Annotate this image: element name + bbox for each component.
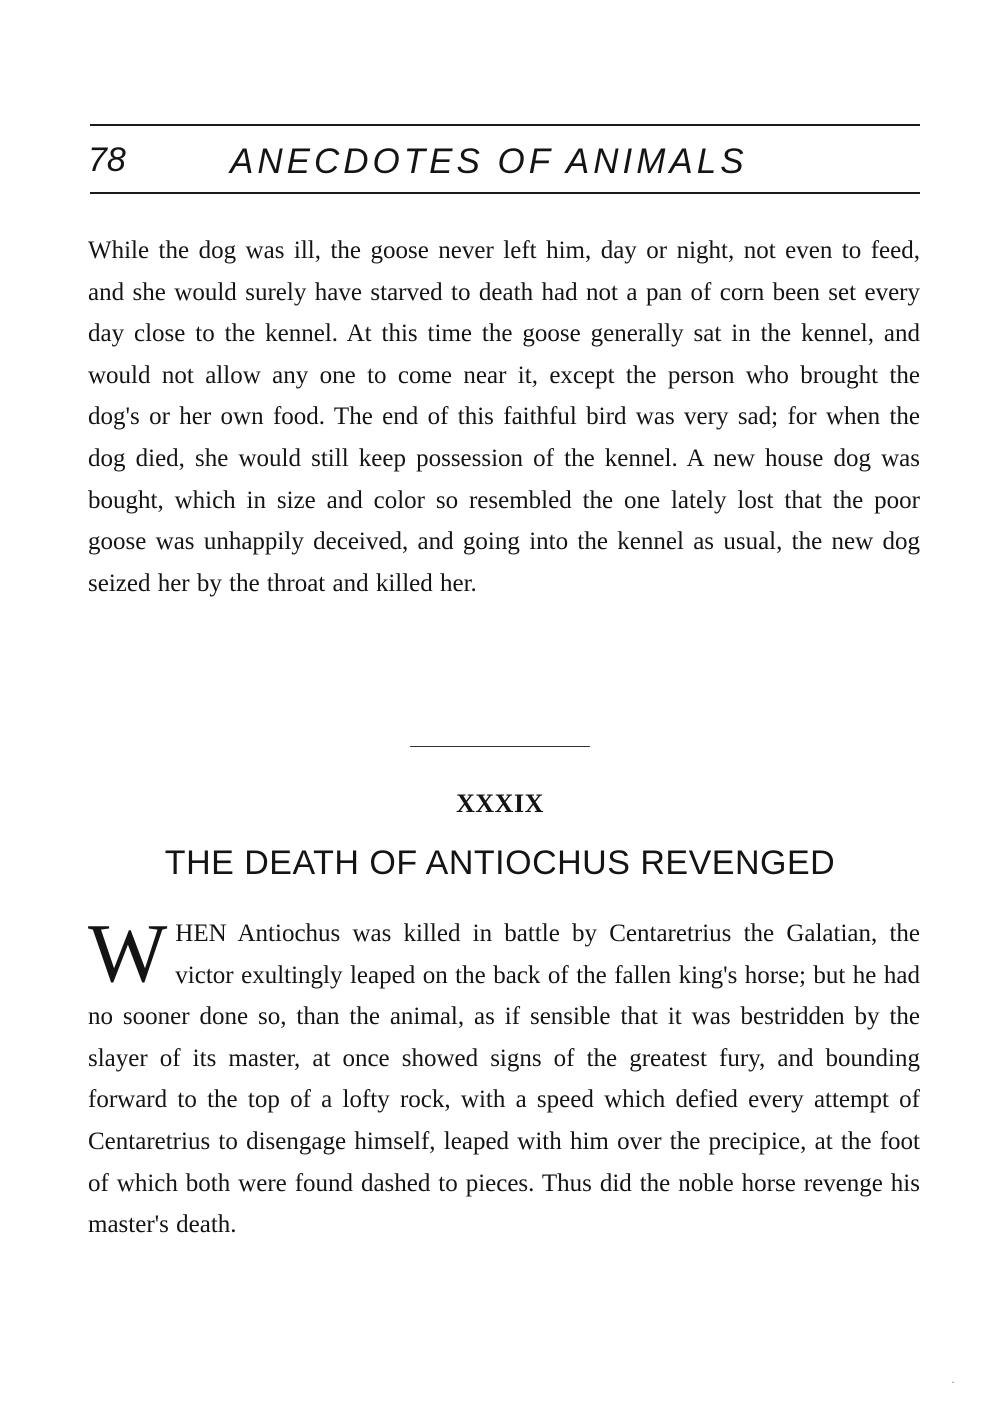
drop-cap-letter: W [88,907,168,1000]
page-number: 78 [88,141,126,179]
paragraph-goose-story: While the dog was ill, the goose never left him, day or night, not even to feed, and she would surely have starved to death had not a pan of corn been set every day close to the kennel. At this time the goose generally sat in the kennel, and would not allow any one to come near it, except the person who brought the dog's or her own food. The end of this faithful bird was very sad; for when the dog died, she would still keep possession of the kennel. A new house dog was bought, which in size and color so resembled the one lately lost that the poor goose was unhappily deceived, and going into the kennel as usual, the new dog seized her by the throat and killed her. [88,237,920,597]
header-bottom-rule [90,192,920,194]
lead-in-small-caps: HEN [175,920,227,947]
running-head: ANECDOTES OF ANIMALS [230,142,748,181]
header-top-rule [90,124,920,126]
chapter-title: THE DEATH OF ANTIOCHUS REVENGED [164,844,836,882]
section-divider [410,746,590,747]
paragraph-body: Antiochus was killed in battle by Centaretrius the Galatian, the victor exultingly leaped on the back of the fallen king's horse; but he had no sooner done so, than the animal, as if sensible that it was bestridden by the slayer of its master, at once showed signs of the greatest fury, and bounding forward to the top of a lofty rock, with a speed which defied every attempt of Centaretrius to disengage himself, leaped with him over the precipice, at the foot of which both were found dashed to pieces. Thus did the noble horse revenge his master's death. [88,920,920,1239]
scan-speck: ˙ [950,1380,956,1394]
paragraph-antiochus-story [88,907,920,1246]
chapter-number: XXXIX [456,789,544,818]
